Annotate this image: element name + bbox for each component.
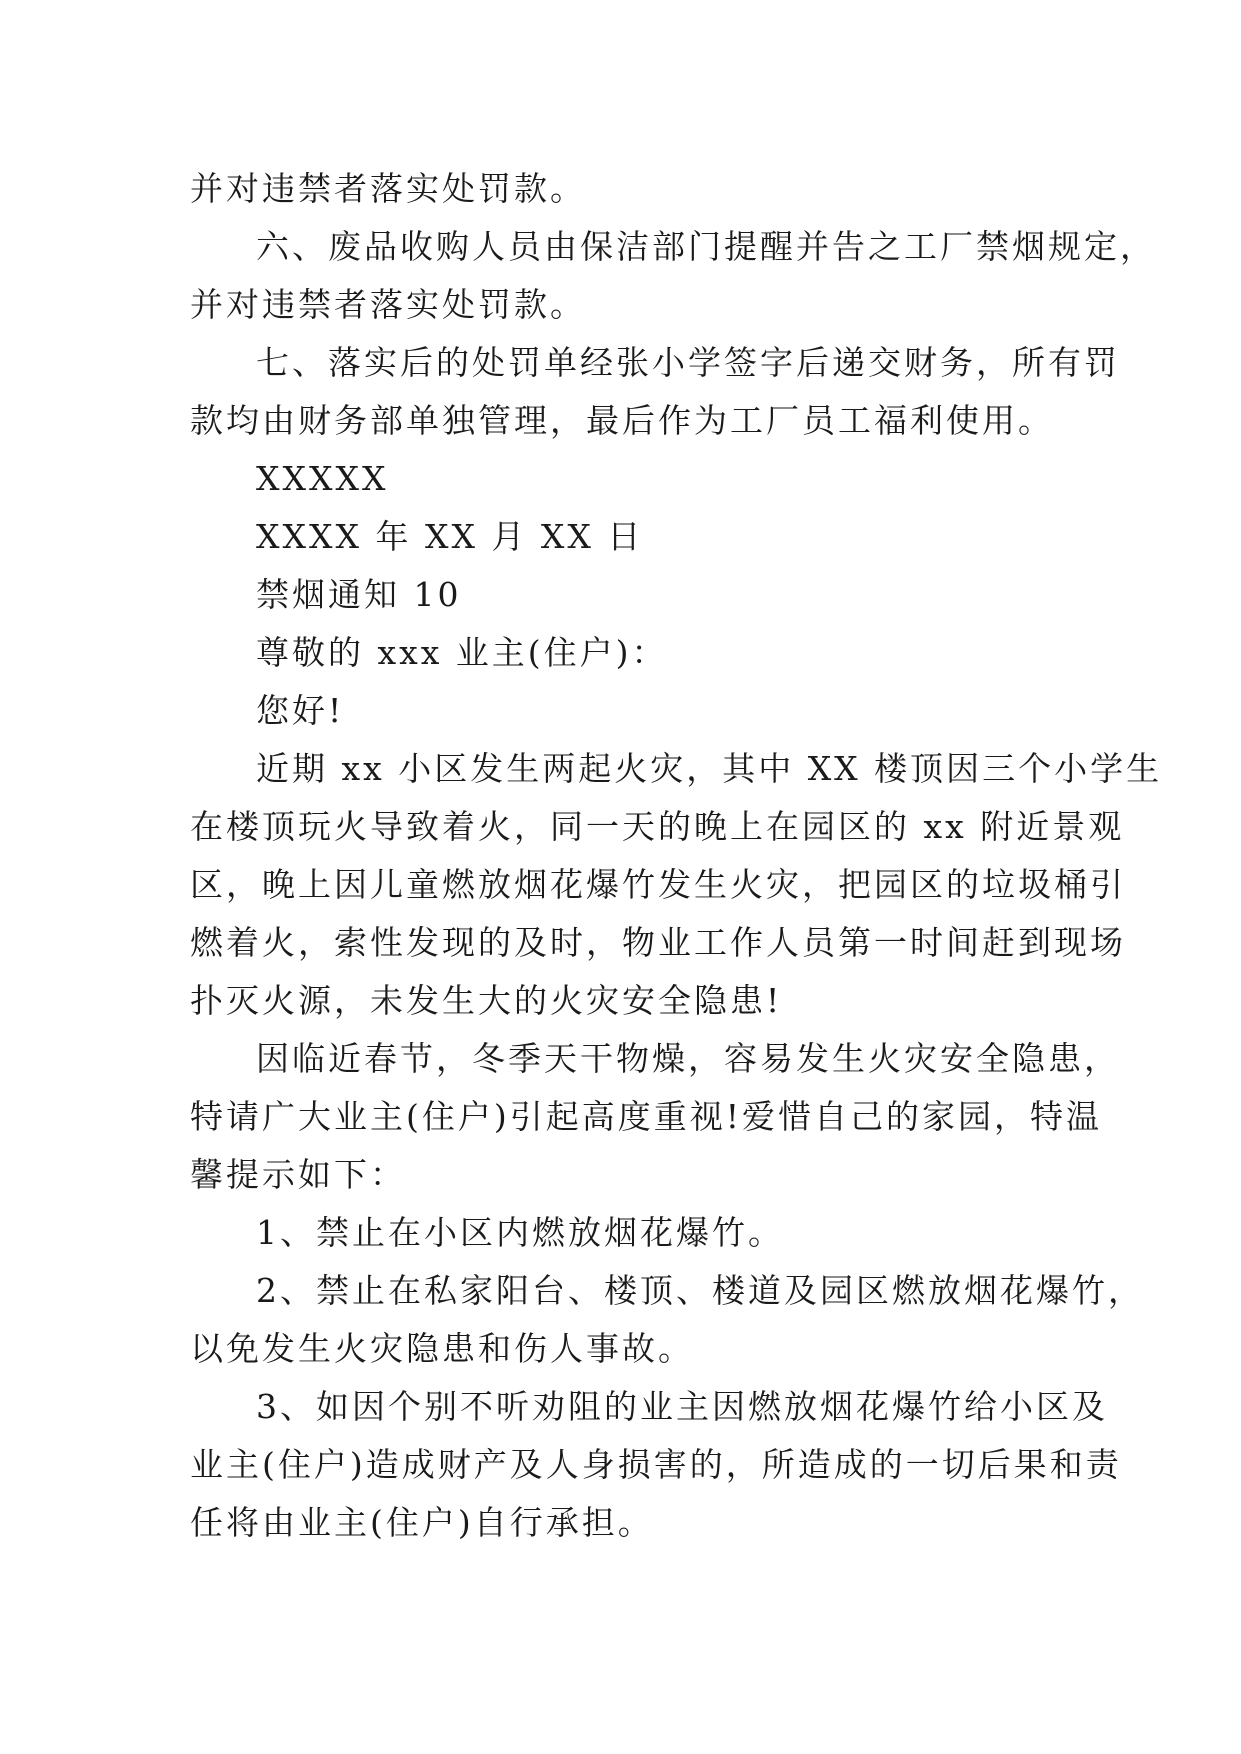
- notice-title: 禁烟通知 10: [256, 575, 462, 614]
- signature-line: XXXXX: [256, 459, 389, 498]
- text-line: 因临近春节，冬季天干物燥，容易发生火灾安全隐患，: [256, 1039, 1120, 1078]
- list-item: 3、如因个别不听劝阻的业主因燃放烟花爆竹给小区及: [256, 1387, 1108, 1426]
- text-line: 业主(住户)造成财产及人身损害的，所造成的一切后果和责: [190, 1445, 1122, 1484]
- text-line: 区，晚上因儿童燃放烟花爆竹发生火灾，把园区的垃圾桶引: [190, 865, 1126, 904]
- text-line: 在楼顶玩火导致着火，同一天的晚上在园区的 xx 附近景观: [190, 807, 1125, 846]
- list-item: 1、禁止在小区内燃放烟花爆竹。: [256, 1213, 784, 1252]
- text-line: 以免发生火灾隐患和伤人事故。: [190, 1329, 694, 1368]
- text-line: 任将由业主(住户)自行承担。: [190, 1503, 654, 1542]
- salutation: 尊敬的 xxx 业主(住户)：: [256, 633, 668, 672]
- text-line: 七、落实后的处罚单经张小学签字后递交财务，所有罚: [256, 343, 1120, 382]
- text-line: 近期 xx 小区发生两起火灾，其中 XX 楼顶因三个小学生: [256, 749, 1163, 788]
- text-line: 款均由财务部单独管理，最后作为工厂员工福利使用。: [190, 401, 1054, 440]
- text-line: 扑灭火源，未发生大的火灾安全隐患!: [190, 981, 783, 1020]
- text-line: 并对违禁者落实处罚款。: [190, 285, 586, 324]
- document-body: [190, 160, 1163, 1552]
- greeting: 您好!: [256, 691, 345, 730]
- date-line: XXXX 年 XX 月 XX 日: [256, 517, 644, 556]
- text-line: 特请广大业主(住户)引起高度重视!爱惜自己的家园，特温: [190, 1097, 1103, 1136]
- text-line: 六、废品收购人员由保洁部门提醒并告之工厂禁烟规定，: [256, 227, 1156, 266]
- text-line: 馨提示如下：: [190, 1155, 406, 1194]
- list-item: 2、禁止在私家阳台、楼顶、楼道及园区燃放烟花爆竹，: [256, 1271, 1144, 1310]
- text-line: 并对违禁者落实处罚款。: [190, 169, 586, 208]
- text-line: 燃着火，索性发现的及时，物业工作人员第一时间赶到现场: [190, 923, 1126, 962]
